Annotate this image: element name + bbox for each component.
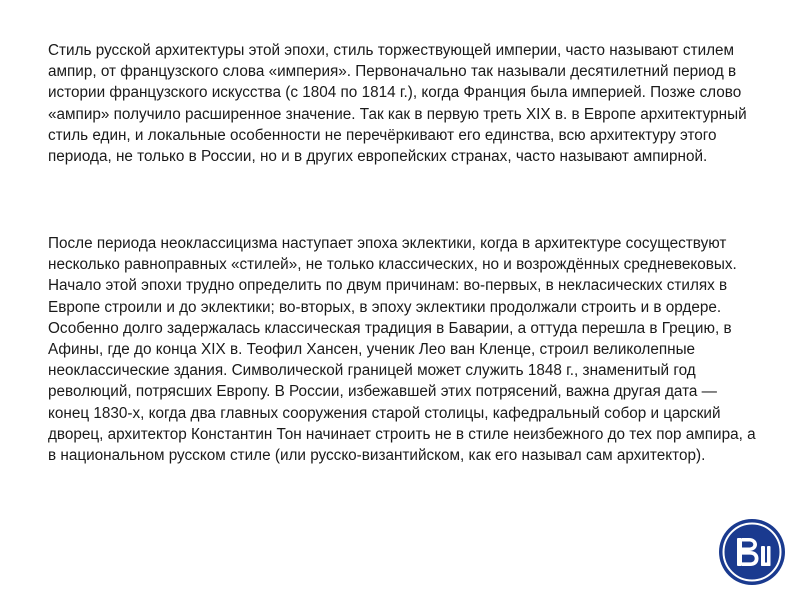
paragraph-eclecticism: После периода неоклассицизма наступает эпоха эклектики, когда в архитектуре сосуществуют несколько равноправных «стилей», не только классических, но и возрождённых средневековых. Начало этой эпохи трудно определить по двум причинам: во-первых, в некласических стилях в Европе строили и до эклектики; во-вторых, в эпоху эклектики продолжали строить и в ордере. Особенно долго задержалась классическая традиция в Баварии, а оттуда перешла в Грецию, в Афины, где до конца XIX в. Теофил Хансен, ученик Лео ван Кленце, строил великолепные неоклассические здания. Символической границей может служить 1848 г., знаменитый год революций, потрясших Европу. В России, избежавшей этих потрясений, важна другая дата — конец 1830-х, когда два главных сооружения старой столицы, кафедральный собор и царский дворец, архитектор Константин Тон начинает строить не в стиле неизбежного до тех пор ампира, а в национальном русском стиле (или русско-византийском, как его называл сам архитектор). (48, 235, 756, 465)
hse-university-logo-icon (718, 518, 786, 586)
paragraph-empire-style: Стиль русской архитектуры этой эпохи, стиль торжествующей империи, часто называют стилем ампир, от французского слова «империя». Первоначально так называли десятилетний период в истории французского искусства (с 1804 по 1814 г.), когда Франция была империей. Позже слово «ампир» получило расширенное значение. Так как в первую треть XIX в. в Европе архитектурный стиль един, и локальные особенности не перечёркивают его единства, всю архитектуру этого периода, не только в России, но и в других европейских странах, часто называют ампирной. (48, 42, 747, 166)
